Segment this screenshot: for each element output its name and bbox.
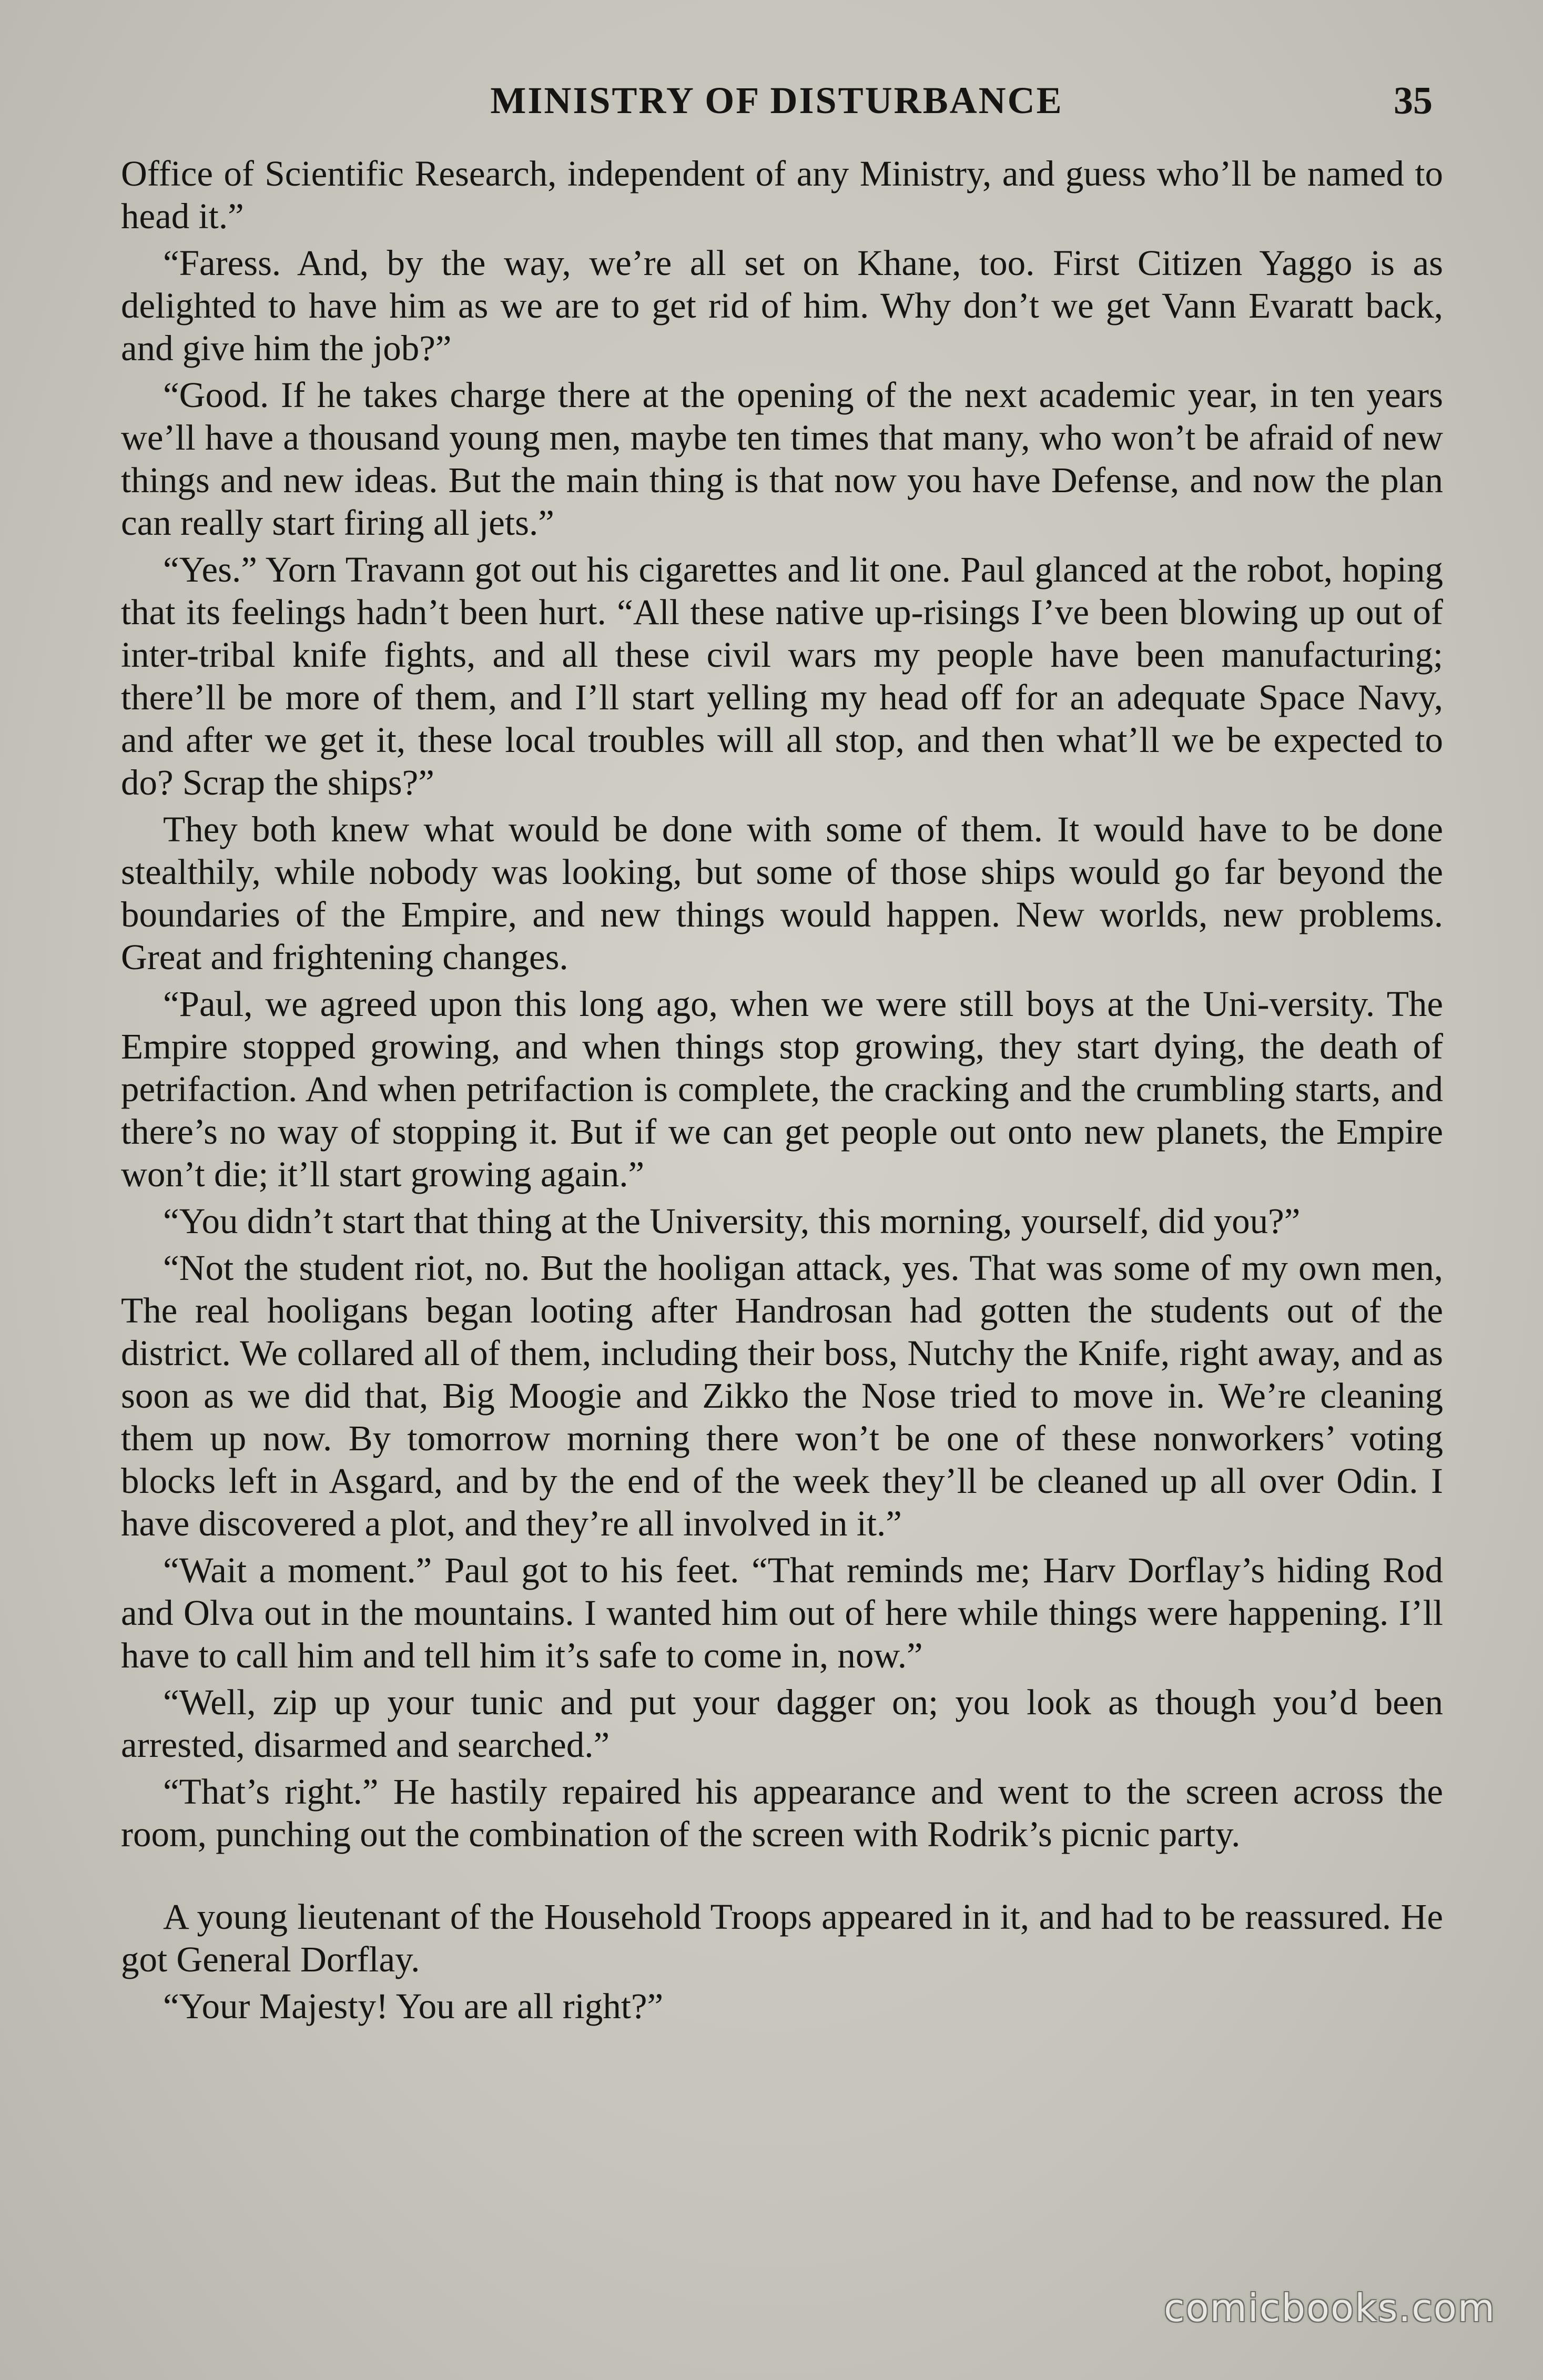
paragraph: Office of Scientific Research, independent of any Ministry, and guess who’ll be named to head it.” (121, 154, 1443, 236)
paragraph: “Yes.” Yorn Travann got out his cigarettes and lit one. Paul glanced at the robot, hoping that its feelings hadn’t been hurt. “All these native up-risings I’ve been blowing up out of inter-tribal knife fights, and all these civil wars my people have been manufacturing; there’ll be more of them, and I’ll start yelling my head off for an adequate Space Navy, and after we get it, these local troubles will all stop, and then what’ll we be expected to do? Scrap the ships?” (121, 550, 1443, 802)
paragraph: “That’s right.” He hastily repaired his appearance and went to the screen across the room, punching out the combination of the screen with Rodrik’s picnic party. (121, 1772, 1443, 1854)
paragraph: “You didn’t start that thing at the University, this morning, yourself, did you?” (163, 1201, 1301, 1241)
paragraph: “Wait a moment.” Paul got to his feet. “That reminds me; Harv Dorflay’s hiding Rod and Olva out in the mountains. I wanted him out of here while things were happening. I’ll have to call him and tell him it’s safe to come in, now.” (121, 1550, 1443, 1675)
page-number: 35 (1394, 79, 1433, 123)
paragraph: “Your Majesty! You are all right?” (163, 1986, 664, 2026)
paragraph: They both knew what would be done with some of them. It would have to be done stealthily, while nobody was looking, but some of those ships would go far beyond the boundaries of the Empire, and new things would happen. New worlds, new problems. Great and frightening changes. (121, 809, 1443, 977)
body-text (121, 152, 1443, 2032)
page-header (121, 79, 1433, 137)
paragraph: “Not the student riot, no. But the hooligan attack, yes. That was some of my own men, The real hooligans began looting after Handrosan had gotten the students out of the district. We collared all of them, including their boss, Nutchy the Knife, right away, and as soon as we did that, Big Moogie and Zikko the Nose tried to move in. We’re cleaning them up now. By tomorrow morning there won’t be one of these nonworkers’ voting blocks left in Asgard, and by the end of the week they’ll be cleaned up all over Odin. I have discovered a plot, and they’re all involved in it.” (121, 1248, 1443, 1543)
paragraph: A young lieutenant of the Household Troops appeared in it, and had to be reassured. He got General Dorflay. (121, 1897, 1443, 1979)
watermark: comicbooks.com (1163, 2286, 1496, 2330)
paragraph: “Good. If he takes charge there at the opening of the next academic year, in ten years we’ll have a thousand young men, maybe ten times that many, who won’t be afraid of new things and new ideas. But the main thing is that now you have Defense, and now the plan can really start firing all jets.” (121, 375, 1443, 543)
paragraph: “Faress. And, by the way, we’re all set on Khane, too. First Citizen Yaggo is as delighted to have him as we are to get rid of him. Why don’t we get Vann Evaratt back, and give him the job?” (121, 243, 1443, 368)
paragraph: “Well, zip up your tunic and put your dagger on; you look as though you’d been arrested, disarmed and searched.” (121, 1682, 1443, 1765)
running-head: MINISTRY OF DISTURBANCE (490, 79, 1063, 121)
paragraph: “Paul, we agreed upon this long ago, when we were still boys at the Uni-versity. The Empire stopped growing, and when things stop growing, they start dying, the death of petrifaction. And when petrifaction is complete, the cracking and the crumbling starts, and there’s no way of stopping it. But if we can get people out onto new planets, the Empire won’t die; it’ll start growing again.” (121, 984, 1443, 1194)
